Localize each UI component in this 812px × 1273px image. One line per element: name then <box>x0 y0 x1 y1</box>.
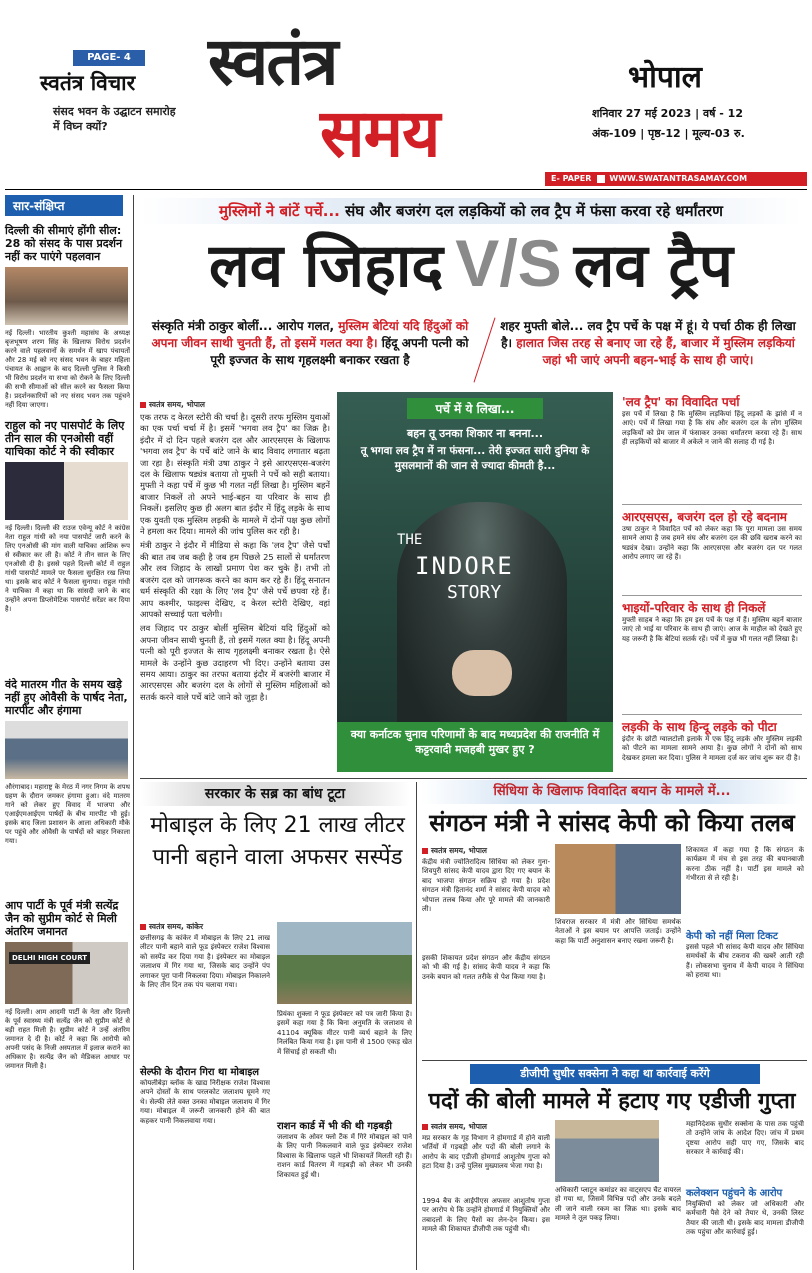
water-headline[interactable]: मोबाइल के लिए 21 लाख लीटर पानी बहाने वाला अफसर सस्पेंड <box>150 813 405 870</box>
box-body: मुफ्ती साहब ने कहा कि हम इस पर्चे के पक्ष में हैं। मुस्लिम बहनें बाजार जाएं तो भाई या परिवार के साथ ही जाएं। आज के माहौल को देखते हुए यह जरूरी है कि बेटियां सतर्क रहें। पर्चे में कुछ भी गलत नहीं लिखा है। <box>622 616 802 643</box>
sidebar-headline[interactable]: वंदे मातरम गीत के समय खड़े नहीं हुए ओवैसी के पार्षद नेता, मारपीट और हंगामा <box>5 678 128 717</box>
story-word: STORY <box>447 582 502 603</box>
square-icon <box>422 848 428 854</box>
left-quote-red: मुस्लिम बेटियां यदि हिंदुओं को अपना जीवन साथी चुनती हैं, तो इसमें गलत क्या है। <box>151 319 469 350</box>
hands <box>452 650 512 696</box>
poster-caption: क्या कर्नाटक चुनाव परिणामों के बाद मध्यप्रदेश की राजनीति में कट्टरवादी मजहबी मुखर हुए ? <box>337 722 613 772</box>
box-body: उषा ठाकुर ने विवादित पर्चे को लेकर कहा कि पूरा मामला उस समय सामने आया है जब हमने संघ और बजरंग दल की छवि खराब करने का षड्यंत्र देखा। उन्होंने कहा कि आरएसएस और बजरंग दल पर गलत आरोप लगाए जा रहे हैं। <box>622 525 802 562</box>
sidebar-headline[interactable]: राहुल को नए पासपोर्ट के लिए तीन साल की एनओसी वहीं याचिका कोर्ट ने की स्वीकार <box>5 419 125 458</box>
adg-body: 1994 बैच के आईपीएस अफसर आशुतोष गुप्ता पर आरोप थे कि उन्होंने होमगार्ड में नियुक्तियों और तबादलों के लिए पैसों का लेन-देन किया। इस मामले की शिकायत डीजीपी तक पहुंची थी। <box>422 1197 550 1234</box>
water-kicker: सरकार के सब्र का बांध टूटा <box>140 782 410 806</box>
city-name: भोपाल <box>628 60 703 95</box>
right-quote-speaker: शहर मुफ्ती बोले... <box>500 319 584 333</box>
mp-portraits <box>555 844 681 914</box>
mp-body: इसकी शिकायत प्रदेश संगठन और केंद्रीय संगठन को भी की गई है। सांसद केपी यादव ने कहा कि उनके बयान को गलत तरीके से पेश किया गया है। <box>422 954 550 981</box>
poster-title: पर्चे में ये लिखा... <box>407 398 543 419</box>
mp-body: शिवराज सरकार में मंत्री और सिंधिया समर्थक नेताओं ने इस बयान पर आपत्ति जताई। उन्होंने कहा कि पार्टी अनुशासन बनाए रखना जरूरी है। <box>555 918 681 945</box>
water-body: कोयलीबेड़ा ब्लॉक के खाद्य निरीक्षक राजेश विश्वास अपने दोस्तों के साथ परलकोट जलाशय घूमने गए थे। सेल्फी लेते वक्त उनका मोबाइल जलाशय में गिर गया। मोबाइल में जरूरी जानकारी होने की बात कहकर पानी निकलवाया गया। <box>140 1079 270 1125</box>
poster <box>337 392 613 772</box>
right-quote <box>494 318 802 369</box>
mp-headline[interactable]: संगठन मंत्री ने सांसद केपी को किया तलब <box>429 809 795 837</box>
left-quote-text: आरोप गलत, <box>276 319 335 333</box>
adg-headline[interactable]: पदों की बोली मामले में हटाए गए एडीजी गुप्ता <box>428 1089 796 1114</box>
left-quote-tail: हिंदू अपनी पत्नी को पूरी इज्जत के साथ गृहलक्ष्मी बनाकर रखता है <box>210 336 469 367</box>
square-icon <box>597 175 605 183</box>
box-title: भाइयों-परिवार के साथ ही निकलें <box>622 601 766 615</box>
masthead-top: स्वतंत्र <box>208 23 337 100</box>
date-line: शनिवार 27 मई 2023 | वर्ष - 12 <box>592 107 743 120</box>
mp-col3 <box>686 846 804 1058</box>
sidebar-title: सार-संक्षिप्त <box>5 195 123 216</box>
adg-kicker: डीजीपी सुधीर सक्सेना ने कहा था कार्रवाई करेंगे <box>470 1064 760 1084</box>
kicker-black: संघ और बजरंग दल लड़कियों को लव ट्रैप में फंसा करवा रहे धर्मांतरण <box>345 202 723 220</box>
lead-kicker <box>140 198 802 224</box>
right-quote-text: लव ट्रैप पर्चे के पक्ष में हूं। ये पर्चा ठीक ही लिखा है। <box>501 319 796 350</box>
water-body: छत्तीसगढ़ के कांकेर में मोबाइल के लिए 21 लाख लीटर पानी बहाने वाले फूड इंस्पेक्टर राजेश विश्वास को सस्पेंड कर दिया गया है। इंस्पेक्टर का मोबाइल जलाशय में गिर गया था, जिसके बाद उन्होंने पंप लगाकर पूरा पानी निकलवा दिया। मोबाइल निकालने के लिए तीन दिन तक पंप चलाया गया। <box>140 934 270 990</box>
mp-kicker: सिंधिया के खिलाफ विवादित बयान के मामले में... <box>422 780 802 804</box>
sidebar-body: औरंगाबाद। महाराष्ट्र के मेरठ में नगर निगम के शपथ ग्रहण के दौरान जमकर हंगामा हुआ। वंदे मातरम गाने को लेकर हुए विवाद में भाजपा और एआईएमआईएम पार्षदों के बीच मारपीट भी हुई। इसके बाद जिला प्रशासन के आला अधिकारी मौके पर पहुंचे और ओवैसी के पार्षदों को बाहर निकाला गया। <box>5 783 130 845</box>
box-title: 'लव ट्रैप' का विवादित पर्चा <box>622 395 740 409</box>
water-subhead: सेल्फी के दौरान गिरा था मोबाइल <box>140 1067 260 1078</box>
page-badge: PAGE- 4 <box>73 50 145 66</box>
masthead-bottom: समय <box>320 95 440 172</box>
kicker-red: मुस्लिमों ने बांटें पर्चे... <box>219 202 340 220</box>
wrestlers-photo <box>5 267 128 325</box>
mp-byline: स्वतंत्र समय, भोपाल <box>422 846 550 856</box>
square-icon <box>140 924 146 930</box>
water-body: जलाशय के ओवर फ्लो टैंक में गिरे मोबाइल को पाने के लिए पानी निकलवाने वाले फूड इंस्पेक्टर राजेश विश्वास के खिलाफ पहले भी शिकायतें मिलती रही हैं। राशन कार्ड वितरण में गड़बड़ी को लेकर भी उनकी शिकायत हुई थी। <box>277 1133 412 1179</box>
rahul-photo <box>5 462 128 520</box>
story-name: INDORE <box>415 552 514 580</box>
mp-col2 <box>555 918 681 1058</box>
epaper-label: E- PAPER <box>551 174 592 183</box>
poster-line2: तू भगवा लव ट्रैप में ना फंसना... तेरी इज्जत सारी दुनिया के मुसलमानों की जान से ज्यादा कीमती है... <box>360 445 590 472</box>
water-subhead: राशन कार्ड में भी की थी गड़बड़ी <box>277 1121 393 1132</box>
adg-body: मप्र सरकार के गृह विभाग ने होमगार्ड में होने वाली भर्तियों में गड़बड़ी और पदों की बोली लगाने के आरोप के बाद एडीजी होमगार्ड आशुतोष गुप्ता को हटा दिया है। उन्हें पुलिस मुख्यालय भेजा गया है। <box>422 1134 550 1171</box>
adg-col2 <box>555 1186 681 1268</box>
sidebar-body: नई दिल्ली। भारतीय कुश्ती महासंघ के अध्यक्ष बृजभूषण शरण सिंह के खिलाफ विरोध प्रदर्शन करने वाले पहलवानों के समर्थन में खाप पंचायतों और 28 मई को नए संसद भवन के बाहर महिला पंचायत के आह्वान के बाद दिल्ली पुलिस ने किसी भी विरोध प्रदर्शन या सभा को रोकने के लिए दिल्ली की सभी सीमाओं को सील करने का फैसला किया है। प्रदर्शनकारियों को नए संसद भवन तक पहुंचने नहीं दिया जाएगा। <box>5 329 130 409</box>
mp-body: केंद्रीय मंत्री ज्योतिरादित्य सिंधिया को लेकर गुना-शिवपुरी सांसद केपी यादव द्वारा दिए गए बयान के बाद भाजपा संगठन सक्रिय हो गया है। प्रदेश संगठन मंत्री हितानंद शर्मा ने सांसद केपी यादव को भोपाल तलब किया और पूरे मामले की जानकारी ली। <box>422 858 550 914</box>
water-byline: स्वतंत्र समय, कांकेर <box>140 922 270 932</box>
sidebar-headline[interactable]: आप पार्टी के पूर्व मंत्री सत्येंद्र जैन को सुप्रीम कोर्ट से मिली अंतरिम जमानत <box>5 899 119 938</box>
left-quote-speaker: संस्कृति मंत्री ठाकुर बोलीं... <box>151 319 273 333</box>
sidebar <box>5 195 130 1270</box>
adg-col3 <box>686 1120 804 1268</box>
lead-body: एक तरफ द केरल स्टोरी की चर्चा है। दूसरी तरफ मुस्लिम युवाओं का एक पर्चा चर्चा में है। इसमें 'भगवा लव ट्रैप' का जिक्र है। इंदौर में दो दिन पहले बजरंग दल और आरएसएस के खिलाफ 'भगवा लव ट्रैप' के पर्चे बांटे जाने के बाद विवाद लगातार बढ़ता जा रहा है। संस्कृति मंत्री उषा ठाकुर ने इसे आरएसएस-बजरंग दल के खिलाफ षड्यंत्र बताया तो मुफ्ती ने पर्चे को सही बताया। मुफ्ती ने कहा पर्चे में कुछ भी गलत नहीं लिखा है। मुस्लिम बहनें बाजार निकलें तो अपने भाई-बहन या परिवार के साथ ही निकलें। इसलिए कुछ ही अलग बात इंदौर में हिंदू लड़के के साथ एक युवती एक मुस्लिम लड़की के मामले में दोनों पक्ष कुछ लोगों ने हमला कर दिया। मामले की जांच पुलिस कर रही है। मंत्री ठाकुर ने इंदौर में मीडिया से कहा कि 'लव ट्रैप' जैसे पर्चों की बात तब जब कही है जब हम पिछले 25 सालों से धर्मांतरण और लव जिहाद के लाखों प्रमाण पेश कर चुके हैं। तभी तो बजरंग दल को जागरूक करने का काम कर रहे हैं। हिंदू सनातन धर्म संस्कृति की रक्षा के लिए 'लव ट्रैप' जैसे पर्चे छपवा रहे हैं। आप कश्मीर, फाइल्स देखिए, द केरल स्टोरी देखिए, वहां आपको सच्चाई पता चलेगी। लव जिहाद पर ठाकुर बोलीं मुस्लिम बेटियां यदि हिंदुओं को अपना जीवन साथी चुनती हैं, तो इसमें गलत क्या है। हिंदू अपनी पत्नी को पूरी इज्जत के साथ गृहलक्ष्मी बनाकर रखता है। ऐसे मामले के उन्होंने कुछ उदाहरण भी दिए। उन्होंने बताया उस समय आया। ठाकुर का तरफा बताया इंदौर में बजरंगी बाजार में आरएसएस और बजरंग दल के लोगों से मुस्लिम महिलाओं को सतर्क करने वाले पर्चे बांटे जाने को जुड़ा है। <box>140 412 330 702</box>
court-photo <box>5 942 128 1004</box>
adg-body: अधिकारी प्लाटून कमांडर का वाट्सएप चैट वायरल हो गया था, जिसमें विभिन्न पदों और उनके बदले ली जाने वाली रकम का जिक्र था। इसके बाद मामले ने तूल पकड़ लिया। <box>555 1186 681 1223</box>
left-quote <box>145 318 475 369</box>
square-icon <box>422 1124 428 1130</box>
headline-vs: V/S <box>455 226 562 300</box>
hooded-figure <box>397 502 567 732</box>
mp-body: शिकायत में कहा गया है कि संगठन के कार्यक्रम में मंच से इस तरह की बयानबाजी करना ठीक नहीं है। पार्टी इस मामले को गंभीरता से ले रही है। <box>686 846 804 883</box>
lead-byline: स्वतंत्र समय, भोपाल <box>140 400 330 410</box>
section-title: स्वतंत्र विचार <box>40 71 136 95</box>
right-quote-red: हालात जिस तरह से बनाए जा रहे हैं, बाजार में मुस्लिम लड़कियां जहां भी जाएं अपनी बहन-भाई के साथ ही जाएं। <box>516 336 795 367</box>
headline-right: लव ट्रैप <box>573 231 733 301</box>
epaper-bar <box>545 172 807 186</box>
reservoir-photo <box>277 922 412 1004</box>
water-body: प्रियंका शुक्ला ने फूड इंस्पेक्टर को पत्र जारी किया है। इसमें कहा गया है कि बिना अनुमति के जलाशय से 41104 क्यूबिक मीटर पानी व्यर्थ बहाने के लिए निलंबित किया गया है। इस पानी से 1500 एकड़ खेत में सिंचाई हो सकती थी। <box>277 1010 412 1056</box>
mp-subhead: केपी को नहीं मिला टिकट <box>686 931 778 942</box>
story-the: THE <box>397 532 423 548</box>
teaser[interactable]: संसद भवन के उद्घाटन समारोह में विघ्न क्यों? <box>53 105 176 133</box>
mp-col1 <box>422 858 550 1058</box>
sidebar-body: नई दिल्ली। दिल्ली की राउज एवेन्यू कोर्ट ने कांग्रेस नेता राहुल गांधी को नया पासपोर्ट जारी करने के लिए एनओसी की मांग वाली याचिका आंशिक रूप से स्वीकार कर ली है। कोर्ट ने तीन साल के लिए एनओसी दी है। इससे पहले दिल्ली कोर्ट में राहुल गांधी पासपोर्ट मामले पर फैसला सुरक्षित रख लिया था। इसके बाद कोर्ट ने फैसला सुनाया। राहुल गांधी ने याचिका में कहा था कि सांसदी जाने के बाद उन्होंने अपना डिप्लोमेटिक पासपोर्ट सरेंडर कर दिया है। <box>5 524 130 613</box>
adg-body: महानिदेशक सुधीर सक्सेना के पास तक पहुंची तो उन्होंने जांच के आदेश दिए। जांच में प्रथम दृष्टया आरोप सही पाए गए, जिसके बाद सरकार ने कार्रवाई की। <box>686 1120 804 1157</box>
court-sign: DELHI HIGH COURT <box>9 952 90 964</box>
headline-left: लव जिहाद <box>209 231 444 301</box>
sidebar-headline[interactable]: दिल्ली की सीमाएं होंगी सील: 28 को संसद के पास प्रदर्शन नहीं कर पाएंगे पहलवान <box>5 224 123 263</box>
adg-byline: स्वतंत्र समय, भोपाल <box>422 1122 550 1132</box>
water-col2 <box>277 1010 412 1266</box>
box-title: लड़की के साथ हिन्दू लड़के को पीटा <box>622 720 777 734</box>
council-photo <box>5 721 128 779</box>
adg-body: नियुक्तियों को लेकर जो अधिकारी और कर्मचारी पैसे देने को तैयार थे, उनकी लिस्ट तैयार की जाती थी। इसके बाद मामला डीजीपी तक पहुंचा और कार्रवाई हुई। <box>686 1200 804 1237</box>
box-body: इस पर्चे में लिखा है कि मुस्लिम लड़कियां हिंदू लड़कों के झांसे में न आएं। पर्चे में लिखा गया है कि संघ और बजरंग दल के लोग मुस्लिम लड़कियों को प्रेम जाल में फंसाकर उनका धर्मांतरण करवा रहे हैं। साथ ही लड़कियों को बाजार में अकेले न जाने की सलाह दी गई है। <box>622 410 802 447</box>
adg-portrait <box>555 1120 659 1182</box>
lead-headline[interactable] <box>140 222 802 304</box>
water-col1 <box>140 934 270 1266</box>
mp-body: इससे पहले भी सांसद केपी यादव और सिंधिया समर्थकों के बीच टकराव की खबरें आती रही हैं। लोकसभा चुनाव में केपी यादव ने सिंधिया को हराया था। <box>686 943 804 980</box>
website-link[interactable]: WWW.SWATANTRASAMAY.COM <box>609 174 748 183</box>
right-column <box>622 394 802 811</box>
adg-subhead: कलेक्शन पहुंचने के आरोप <box>686 1188 783 1199</box>
sidebar-body: नई दिल्ली। आम आदमी पार्टी के नेता और दिल्ली के पूर्व स्वास्थ्य मंत्री सत्येंद्र जैन को सुप्रीम कोर्ट से बड़ी राहत मिली है। सुप्रीम कोर्ट ने उन्हें अंतरिम जमानत दे दी है। कोर्ट ने कहा कि आरोपी को अपनी पसंद के निजी अस्पताल में इलाज कराने का अधिकार है। सत्येंद्र जैन को मेडिकल आधार पर जमानत मिली है। <box>5 1008 130 1070</box>
adg-col1 <box>422 1134 550 1268</box>
poster-line1: बहन तू उनका शिकार ना बनना... <box>406 427 544 440</box>
box-body: इंदौर के छोटी ग्वालटोली इलाके में एक हिंदू लड़के और मुस्लिम लड़की को पीटने का मामला सामने आया है। कुछ लोगों ने दोनों को साथ देखकर हमला कर दिया। पुलिस ने मामला दर्ज कर जांच शुरू कर दी है। <box>622 735 802 762</box>
square-icon <box>140 402 146 408</box>
issue-line: अंक-109 | पृष्ठ-12 | मूल्य-03 रु. <box>592 127 745 140</box>
box-title: आरएसएस, बजरंग दल हो रहे बदनाम <box>622 510 787 524</box>
